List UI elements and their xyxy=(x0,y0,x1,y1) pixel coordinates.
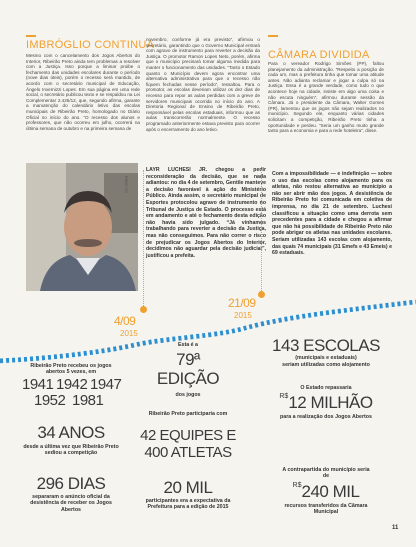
stat-a1-year-3: 1947 xyxy=(90,376,122,393)
stat-c1-label-a: (municipais e estaduais) xyxy=(295,355,357,361)
timeline-year-1: 2015 xyxy=(120,329,138,338)
stat-a1-label: Ribeirão Preto recebeu os jogos abertos 5 vezes, em xyxy=(30,363,112,376)
stat-c3-currency: R$ xyxy=(292,482,302,489)
photo-credit: FABIO ITO xyxy=(124,176,128,194)
timeline-marker-line-1 xyxy=(143,170,144,310)
stat-c3-label-a: A contrapartida do município seria de xyxy=(282,467,370,480)
stat-a1-year-5: 1981 xyxy=(72,392,104,409)
stat-c1-value: 143 ESCOLAS xyxy=(272,336,380,355)
page-number: 11 xyxy=(392,525,399,531)
stat-a1-year-1: 1941 xyxy=(22,376,54,393)
stat-c2-label-a: O Estado repassaria xyxy=(300,385,352,391)
stat-b2-label: Ribeirão Preto participaria com xyxy=(148,411,228,417)
stat-a3-label: separaram o anúncio oficial da desistência de receber os Jogos Abertos xyxy=(30,494,112,513)
stat-a1-year-2: 1942 xyxy=(56,376,88,393)
stat-b3-label: participantes era a expectativa da Prefeitura para a edição de 2015 xyxy=(145,498,231,511)
section-title-imbroglio: IMBRÓGLIO CONTINUA xyxy=(26,39,155,51)
timeline-date-2: 21/09 xyxy=(228,296,256,310)
stat-c2-label-b: para a realização dos Jogos Abertos xyxy=(280,414,372,420)
stat-b3-value: 20 MIL xyxy=(163,478,213,497)
col3-body: Para o vereador Rodrigo Simões (PP), faltou planejamento da administração. “Respeito a posição de cada um, mas a prefeitura tinha que tomar uma atitude antes. Não adianta reclamar e jogar a culpa só na Justiça. Essa é a grande verdade, como tudo o que acontece hoje na cidade, insiste em algo uma coisa e não escuta ninguém”, afirmou durante sessão da Câmara. Já o presidente da Câmara, Walter Gomes (PR), lamentou que os jogos não sejam realizados no município. Segundo ele, enquanto várias cidades solicitam a competição, Ribeirão Preto tinha a oportunidade e perdeu. “Seria um ganho muito grande tanto para a economia e para a rede hoteleira”, disse. xyxy=(268,61,384,134)
stat-b1-value: 79ª xyxy=(176,350,200,369)
stat-c2-value-row xyxy=(262,393,390,413)
timeline-dot-1 xyxy=(140,306,147,313)
col1-rule xyxy=(26,35,36,37)
stat-c2-currency: R$ xyxy=(279,393,289,400)
stat-b1-value-2: EDIÇÃO xyxy=(156,369,220,388)
stat-b1-post: dos jogos xyxy=(175,392,201,398)
stat-c3-value-row xyxy=(262,482,390,502)
stat-a2-label: desde a última vez que Ribeirão Preto sediou a competição xyxy=(23,444,119,457)
section-title-camara: CÂMARA DIVIDIDA xyxy=(268,49,370,61)
timeline-date-1: 4/09 xyxy=(114,314,136,328)
col1-body: Mesmo com o cancelamento dos Jogos Abertos do Interior, Ribeirão Preto ainda tem problemas a resolver com a Justiça. Isso porque a liminar proibe o fechamento das unidades escolares durante o período (nove dias úteis), porém o recesso será mantido, de acordo com o secretário municipal de Educação, Ângelo Invernizzi Lopes. Em sua página em uma rede social, o secretário publicou texto e se respaldou na Lei Complementar 2.425/12, que, segundo afirma, garante a manutenção do calendário letivo das escolas municipais de Ribeirão Preto, homologado no Diário Oficial no início do ano. “O recesso dos alunos e professores, que não ocorreu em julho, ocorrerá na última semana de outubro e na primeira semana de xyxy=(26,53,140,131)
stat-a1-year-4: 1952 xyxy=(34,392,66,409)
stat-c3-label-b: recursos transferidos da Câmara Municipal xyxy=(284,503,368,516)
timeline-dot-2 xyxy=(258,291,265,298)
timeline-year-2: 2015 xyxy=(234,311,252,320)
stat-a3-value: 296 DIAS xyxy=(36,474,106,493)
stat-c2-value: 12 MILHÃO xyxy=(288,393,373,412)
quote-luchesi: LAYR LUCHESI JR. chegou a pedir reconsideração da decisão, que se nada adiantou: no dia 4 de setembro, Gentile manteve a decisão favorável à ação do Ministério Público. Ainda assim, o secretário municipal de Esportes protocolou agravo de instrumento no Tribunal de Justiça de Estado. O processo está em andamento e até o fechamento desta edição não havia sido julgado. “Já vínhamos trabalhando para reverter a decisão da Justiça, mas não conseguimos. Para não correr o risco de prejudicar os Jogos Abertos do Interior, decidimos não aguardar pela decisão judicial”, justificou a prefeita. xyxy=(146,167,266,259)
stat-b2-value-2: 400 ATLETAS xyxy=(144,444,232,461)
col2-body: novembro, conforme já era previsto”, afirmou o secretário, garantindo que o Governo Municipal entrará com agravo de instrumento para reverter a decisão da Justiça. O promotor Ramon Lopes Neto, porém, afirma que o município precisará tomar alguma medida para manter o funcionamento das unidades. “Tanto o Estado quanto o Município devem agora encontrar uma alternativa administrativa para que o recesso não fiquem fechadas nesse período”, ressaltou. Para o promotor, as escolas deveriam utilizar os dez dias de recesso para repor as aulas perdidas com a greve de servidores municipais ocorrida no início do ano. A Diretoria Regional de Ensino de Ribeirão Preto, responsável pelas escolas estaduais, informou que as aulas transcorrerão normalmente. O recesso programado anteriormente estava previsto para ocorrer após o encerramento do ano letivo. xyxy=(146,37,260,132)
stat-c1-label-b: seriam utilizadas como alojamento xyxy=(282,362,370,368)
stat-c3-value: 240 MIL xyxy=(301,482,360,501)
timeline-marker-line-2 xyxy=(261,170,262,295)
stat-a2-value: 34 ANOS xyxy=(37,423,105,442)
quote-impossibilidade: Com a impossibilidade — e indefinição — sobre o uso das escolas como alojamento para os atletas, não restou alternativa ao município a não ser abrir mão dos jogos. A desistência de Ribeirão Preto foi comunicada em coletiva de imprensa, no dia 21 de setembro. Luchesi classificou a situação como uma derrota sem precedentes para a cidade e chegou a afirmar que não há possibilidade de Ribeirão Preto não pode abrigar os atletas nas unidades escolares. Seriam utilizadas 143 escolas com alojamento, das quais 74 municipais (31 Emefs e 43 Emeis) e 69 estaduais. xyxy=(272,171,392,257)
stat-b1-pre: Esta é a xyxy=(177,342,199,348)
stat-b2-value: 42 EQUIPES E xyxy=(140,427,236,444)
portrait-photo xyxy=(26,163,138,291)
col3-rule xyxy=(268,35,278,37)
